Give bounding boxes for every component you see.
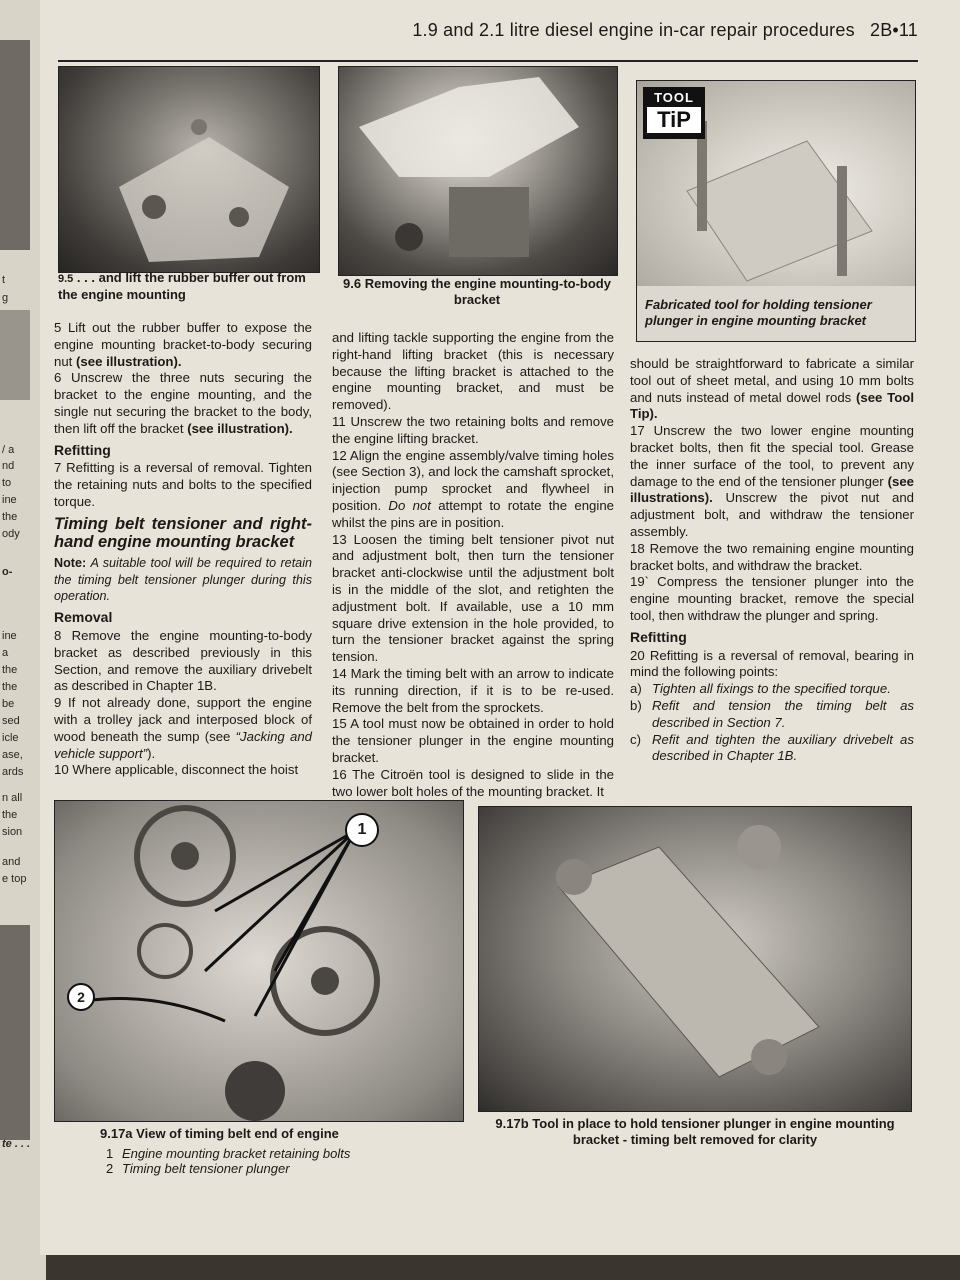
paragraph-7: 7 Refitting is a reversal of removal. Tighten the retaining nuts and bolts to the specified torque.	[54, 460, 312, 509]
prev-fragment: to	[2, 477, 12, 489]
timing-belt-illustration	[55, 801, 463, 1121]
callout-2: 2	[67, 983, 95, 1011]
paragraph-5: 5 Lift out the rubber buffer to expose the engine mounting bracket-to-body securing nut (see illustration).	[54, 320, 312, 369]
previous-page-photo	[0, 40, 30, 250]
previous-page-photo	[0, 925, 30, 1140]
paragraph-18: 18 Remove the two remaining engine mounting bracket bolts, and withdraw the bracket.	[630, 540, 914, 573]
prev-fragment: o-	[2, 566, 13, 578]
figure-caption: Tool in place to hold tensioner plunger in engine mounting bracket - timing belt removed for clarity	[532, 1116, 895, 1147]
figure-caption: . . . and lift the rubber buffer out from the engine mounting	[58, 270, 306, 302]
paragraph-8: 8 Remove the engine mounting-to-body bracket as described previously in this Section, and remove the auxiliary drivebelt as described in Chapter 1B.	[54, 627, 312, 694]
prev-fragment: the	[2, 681, 18, 693]
engine-mounting-illustration	[59, 67, 319, 272]
prev-fragment: sion	[2, 826, 23, 838]
prev-fragment: n all	[2, 792, 23, 804]
text-column-3	[630, 356, 914, 765]
paragraph-15: 15 A tool must now be obtained in order to hold the tensioner plunger in the engine mounting bracket.	[332, 716, 614, 765]
paragraph-9: 9 If not already done, support the engine with a trolley jack and interposed block of wood beneath the sump (see “Jacking and vehicle support”).	[54, 695, 312, 761]
paragraph-16: 16 The Citroën tool is designed to slide in the two lower bolt holes of the mounting bracket. It	[332, 766, 614, 799]
caption-9-17b	[480, 1116, 910, 1148]
list-item: a) Tighten all fixings to the specified torque.	[630, 681, 891, 697]
list-item: b) Refit and tension the timing belt as described in Section 7.	[630, 697, 914, 730]
prev-fragment: ine	[2, 494, 17, 506]
photo-9-6	[338, 66, 618, 276]
prev-fragment: ody	[2, 528, 20, 540]
figure-caption: Removing the engine mounting-to-body bracket	[364, 276, 611, 307]
caption-9-6	[338, 276, 616, 308]
paragraph-6: 6 Unscrew the three nuts securing the bracket to the engine mounting, and the single nut securing the bracket to the body, then lift off the bracket (see illustration).	[54, 370, 312, 436]
paragraph-20: 20 Refitting is a reversal of removal, bearing in mind the following points:	[630, 647, 914, 680]
tool-tip-caption: Fabricated tool for holding tensioner plunger in engine mounting bracket	[645, 297, 872, 328]
photo-9-17b	[478, 806, 912, 1112]
list-item: c) Refit and tighten the auxiliary drivebelt as described in Chapter 1B.	[630, 731, 914, 764]
prev-fragment: icle	[2, 732, 19, 744]
prev-fragment: e top	[2, 873, 27, 885]
photo-9-17a	[54, 800, 464, 1122]
photo-9-5	[58, 66, 320, 273]
paragraph-12: 12 Align the engine assembly/valve timing holes (see Section 3), and lock the camshaft sprocket, injection pump sprocket and flywheel in position. Do not attempt to rotate the engine whilst the pins are in position.	[332, 447, 614, 530]
tool-badge-top: TOOL	[654, 90, 694, 105]
tool-tip-badge	[643, 87, 705, 139]
figure-number: 9.5	[58, 273, 74, 285]
figure-number: 9.17b	[495, 1116, 529, 1131]
prev-fragment: ine	[2, 630, 17, 642]
section-title: Timing belt tensioner and right-hand engine mounting bracket	[54, 514, 312, 551]
tool-in-place-illustration	[479, 807, 911, 1111]
paragraph-10: 10 Where applicable, disconnect the hoist	[54, 762, 299, 778]
paragraph-19: 19` Compress the tensioner plunger into the engine mounting bracket, remove the special tool, then withdraw the plunger and spring.	[630, 574, 914, 623]
legend-item: 2 Timing belt tensioner plunger	[106, 1161, 290, 1176]
prev-fragment: the	[2, 809, 18, 821]
figure-number: 9.17a	[100, 1126, 133, 1141]
prev-fragment: be	[2, 698, 15, 710]
prev-fragment: / a	[2, 444, 15, 456]
manual-page	[40, 0, 960, 1255]
prev-fragment: te . . .	[2, 1138, 31, 1150]
paragraph-13: 13 Loosen the timing belt tensioner pivot nut and adjustment bolt, then turn the tensioner bracket anti-clockwise until the adjustment bolt is in the middle of the slot, and retighten the adjustment bolt. If available, use a 10 mm square drive extension in the hole provided, to turn the tensioner bracket against the spring tension.	[332, 531, 614, 665]
prev-fragment: ards	[2, 766, 24, 778]
paragraph-11: 11 Unscrew the two retaining bolts and remove the engine lifting bracket.	[332, 413, 614, 446]
caption-9-17a	[100, 1126, 440, 1142]
legend-item: 1 Engine mounting bracket retaining bolts	[106, 1146, 351, 1161]
caption-9-5	[58, 270, 328, 303]
figure-number: 9.6	[343, 276, 362, 291]
subheading-removal: Removal	[54, 609, 113, 626]
paragraph-16-cont: should be straightforward to fabricate a similar tool out of sheet metal, and using 10 mm bolts and nuts instead of metal dowel rods (see Tool Tip).	[630, 356, 914, 422]
text-column-2	[332, 330, 614, 800]
paragraph-10-cont: and lifting tackle supporting the engine from the right-hand lifting bracket (this is necessary because the lifting bracket is attached to the engine mounting bracket, and must be removed).	[332, 330, 614, 413]
callout-1: 1	[345, 813, 379, 847]
tool-badge-bottom: TiP	[647, 107, 701, 133]
header-rule	[58, 60, 918, 62]
prev-fragment: nd	[2, 460, 15, 472]
prev-fragment: ase,	[2, 749, 23, 761]
subheading-refitting-2: Refitting	[630, 628, 687, 645]
page-reference: 2B•11	[869, 20, 918, 40]
prev-fragment: t	[2, 274, 6, 286]
page-header	[412, 20, 918, 41]
legend-9-17a	[106, 1146, 446, 1176]
prev-fragment: the	[2, 664, 18, 676]
refit-points-list	[630, 681, 914, 765]
prev-fragment: the	[2, 511, 18, 523]
text-column-1	[54, 320, 312, 779]
subheading-refitting: Refitting	[54, 441, 111, 458]
paragraph-17: 17 Unscrew the two lower engine mounting bracket bolts, then fit the special tool. Grease the inner surface of the tool, to prevent any damage to the end of the tensioner plunger (see illustrations). Unscrew the pivot nut and adjustment bolt, and withdraw the tensioner assembly.	[630, 423, 914, 539]
tool-tip-box	[636, 80, 916, 342]
prev-fragment: and	[2, 856, 21, 868]
note: Note: A suitable tool will be required to retain the timing belt tensioner plunger during this operation.	[54, 555, 312, 604]
previous-page-photo	[0, 310, 30, 400]
prev-fragment: sed	[2, 715, 20, 727]
prev-fragment: g	[2, 292, 9, 304]
mounting-bracket-illustration	[339, 67, 617, 275]
paragraph-14: 14 Mark the timing belt with an arrow to indicate its running direction, if it is to be re-used. Remove the belt from the sprockets.	[332, 665, 614, 715]
header-title: 1.9 and 2.1 litre diesel engine in-car repair procedures	[412, 20, 855, 40]
figure-caption: View of timing belt end of engine	[136, 1126, 339, 1141]
prev-fragment: a	[2, 647, 9, 659]
